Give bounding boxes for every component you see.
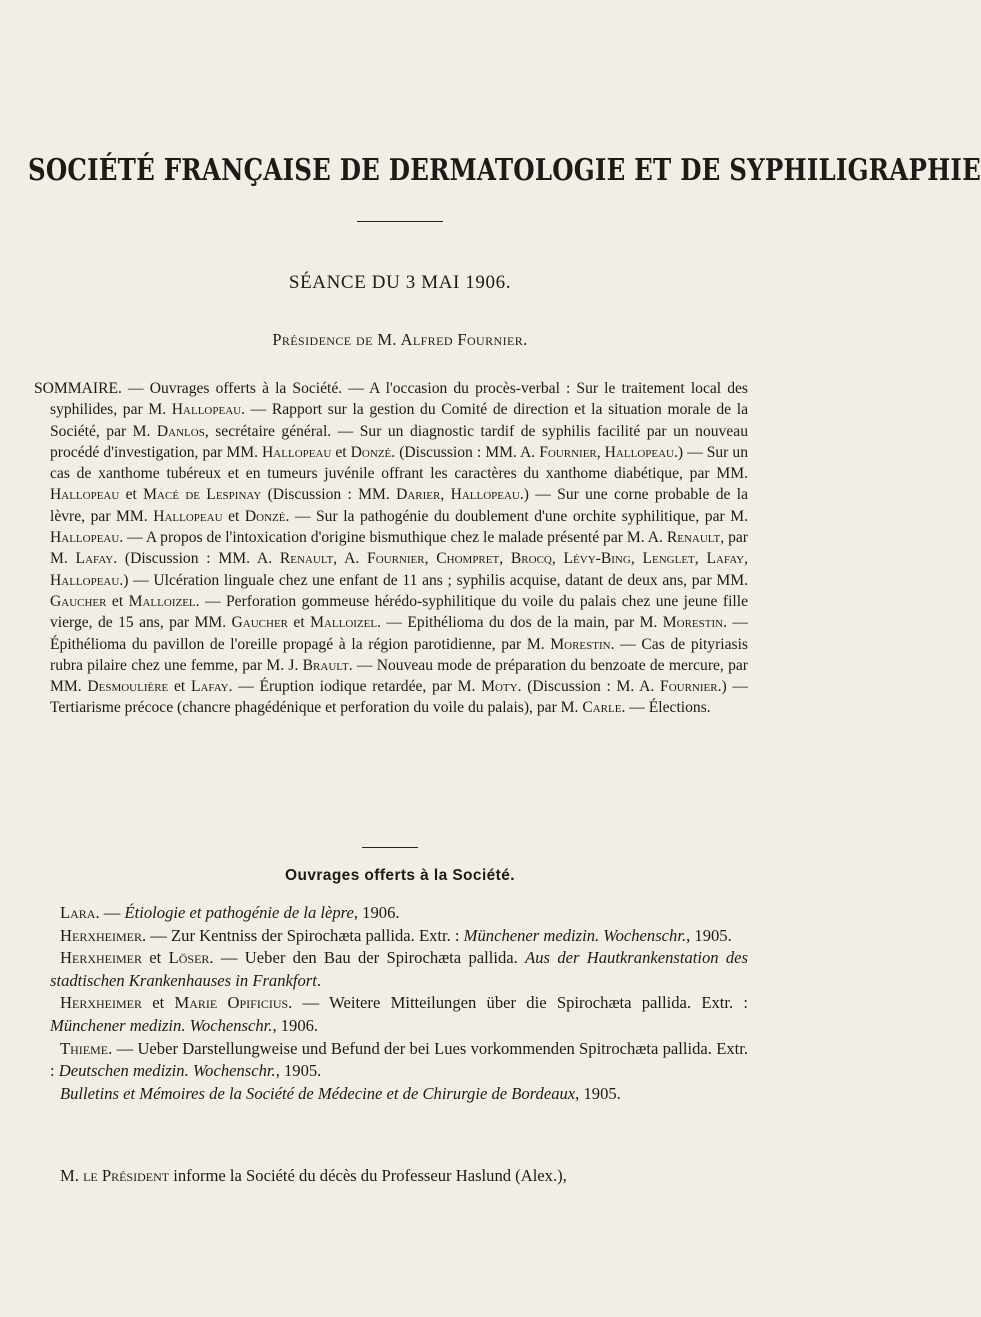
author-name: Macé de Lespinay bbox=[143, 486, 262, 504]
work-title: Aus der Hautkrankenstation des stadtischen Krankenhauses in Frankfort bbox=[50, 948, 749, 990]
work-author: Marie Opificius bbox=[174, 993, 289, 1013]
author-name: Morestin bbox=[550, 635, 611, 653]
work-entry bbox=[50, 947, 748, 992]
author-name: Lafay bbox=[75, 550, 114, 568]
author-name: Lafay bbox=[706, 550, 745, 568]
summary-text: .) — Sur une corne probable de la lèvre, par MM. bbox=[50, 486, 748, 525]
work-text: , 1905. bbox=[686, 925, 732, 945]
work-author: Herxheimer bbox=[60, 993, 142, 1013]
summary-text: , bbox=[424, 550, 437, 568]
summary-text: . — Epithélioma du dos de la main, par M. bbox=[377, 614, 663, 632]
summary-text: et bbox=[288, 614, 311, 632]
summary-text: .) — Ulcération linguale chez une enfant de 11 ans ; syphilis acquise, datant de deux ans, par MM. bbox=[119, 571, 748, 589]
work-title: Münchener medizin. Wochenschr. bbox=[50, 1015, 273, 1035]
author-name: Darier bbox=[396, 486, 441, 504]
author-name: Lenglet bbox=[642, 550, 695, 568]
summary-text: . — A propos de l'intoxication d'origine bismuthique chez le malade présenté par M. A. bbox=[119, 529, 667, 547]
summary-text: — Ouvrages offerts à la Société. — A l'occasion du procès-verbal : Sur le traitement local des syphilides, par M. bbox=[50, 380, 748, 419]
summary-text: (Discussion : MM. bbox=[261, 486, 397, 504]
author-name: Carle bbox=[582, 699, 622, 717]
announcement-text: informe la Société du décès du Professeur Haslund (Alex.), bbox=[169, 1166, 567, 1185]
summary-text: , bbox=[499, 550, 511, 568]
author-name: Desmoulière bbox=[87, 678, 169, 696]
summary-text: , bbox=[694, 550, 707, 568]
author-name: Hallopeau bbox=[450, 486, 520, 504]
summary-text: , bbox=[744, 550, 749, 568]
summary-text: , secrétaire général. — Sur un diagnostic tardif de syphilis facilité par un nouveau procédé d'investigation, par MM. bbox=[50, 422, 748, 461]
summary-text: . (Discussion : MM. A. bbox=[391, 443, 540, 461]
work-entry bbox=[50, 1038, 748, 1083]
work-text: , 1906. bbox=[272, 1015, 319, 1035]
summary-text: . (Discussion : M. A. bbox=[517, 678, 661, 696]
work-title: Münchener medizin. Wochenschr. bbox=[463, 925, 687, 945]
summary-text: .) — Tertiarisme précoce (chancre phagédénique et perforation du voile du palais), par M. bbox=[50, 678, 748, 717]
author-name: Lafay bbox=[190, 678, 229, 696]
summary-text: et bbox=[222, 507, 245, 525]
author-name: Hallopeau bbox=[50, 571, 120, 589]
work-text: et bbox=[141, 948, 169, 968]
author-name: Donzé bbox=[350, 443, 392, 461]
announcement-prefix: M. bbox=[60, 1166, 84, 1185]
offered-works-list bbox=[50, 902, 748, 1105]
author-name: Hallopeau bbox=[153, 507, 223, 525]
work-author: Herxheimer bbox=[60, 948, 142, 968]
work-text: . — Ueber Darstellungweise und Befund der bei Lues vorkommenden Spitrochæta pallida. Extr. : bbox=[50, 1038, 748, 1081]
work-text: . — bbox=[95, 903, 125, 922]
author-name: Malloizel bbox=[310, 614, 378, 632]
work-title: Bulletins et Mémoires de la Société de Médecine et de Chirurgie de Bordeaux bbox=[60, 1083, 576, 1103]
author-name: Morestin bbox=[662, 614, 724, 632]
work-entry bbox=[50, 925, 748, 948]
summary-text: , bbox=[440, 486, 451, 504]
work-text: . bbox=[316, 970, 322, 990]
president-name: Alfred Fournier bbox=[400, 330, 524, 349]
presidency-line bbox=[0, 330, 800, 350]
summary-text: . — Nouveau mode de préparation du benzoate de mercure, par MM. bbox=[50, 656, 748, 696]
work-text: et bbox=[141, 993, 175, 1013]
author-name: Brocq bbox=[510, 550, 552, 568]
work-text: . — Weitere Mitteilungen über die Spirochæta pallida. Extr. : bbox=[288, 993, 749, 1013]
summary-text: . — Élections. bbox=[621, 699, 711, 717]
author-name: Malloizel bbox=[128, 592, 196, 610]
summary-text: , bbox=[551, 550, 564, 568]
summary-text: . (Discussion : MM. A. bbox=[113, 550, 280, 568]
author-name: Moty bbox=[481, 678, 518, 696]
section-heading: Ouvrages offerts à la Société. bbox=[285, 867, 515, 884]
work-text: , 1905. bbox=[275, 1061, 322, 1081]
summary-text: , bbox=[630, 550, 643, 568]
summary-text: et bbox=[119, 486, 144, 504]
author-name: Brault bbox=[302, 656, 349, 674]
section-divider bbox=[362, 847, 418, 848]
summary-text: . — Sur la pathogénie du doublement d'une orchite syphilitique, par M. bbox=[285, 507, 748, 525]
summary-text: , bbox=[596, 443, 605, 461]
author-name: Danlos bbox=[156, 422, 205, 440]
society-masthead: SOCIÉTÉ FRANÇAISE DE DERMATOLOGIE ET DE SYPHILIGRAPHIE bbox=[28, 152, 981, 188]
summary-text: , par M. bbox=[50, 529, 748, 568]
work-entry bbox=[50, 1083, 748, 1106]
session-title: SÉANCE DU 3 MAI 1906. bbox=[288, 272, 512, 293]
summary-text: . — Épithélioma du pavillon de l'oreille propagé à la région parotidienne, par M. bbox=[50, 614, 748, 653]
work-entry bbox=[50, 902, 748, 925]
author-name: Hallopeau bbox=[262, 443, 332, 461]
summary-text: et bbox=[106, 592, 129, 610]
work-text: . — Ueber den Bau der Spirochæta pallida. bbox=[209, 948, 526, 968]
work-author: Löser bbox=[168, 948, 210, 968]
author-name: Fournier bbox=[660, 678, 718, 696]
presidency-label: Présidence de M. bbox=[272, 330, 401, 349]
work-title: Deutschen medizin. Wochenschr. bbox=[58, 1061, 276, 1081]
summary-text: . — Éruption iodique retardée, par M. bbox=[228, 678, 482, 696]
session-summary bbox=[34, 378, 749, 719]
work-author: Thieme bbox=[60, 1038, 109, 1058]
summary-text: . — Perforation gommeuse hérédo-syphilitique du voile du palais chez une jeune fille vierge, de 15 ans, par MM. bbox=[50, 592, 748, 632]
summary-text: .) — Sur un cas de xanthome tubéreux et en tumeurs juvénile offrant les caractères du xanthome diabétique, par MM. bbox=[50, 443, 748, 483]
work-text: , 1906. bbox=[353, 903, 400, 922]
author-name: Donzé bbox=[244, 507, 286, 525]
work-entry bbox=[50, 992, 748, 1037]
author-name: Hallopeau bbox=[50, 486, 120, 504]
author-name: Renault bbox=[666, 529, 721, 547]
presidency-end: . bbox=[523, 330, 528, 349]
work-text: , 1905. bbox=[575, 1083, 621, 1103]
summary-text: . — Rapport sur la gestion du Comité de direction et la situation morale de la Société, par M. bbox=[50, 401, 748, 440]
work-text: . — Zur Kentniss der Spirochæta pallida. Extr. : bbox=[141, 925, 464, 945]
president-announcement bbox=[50, 1165, 748, 1187]
work-author: Lara bbox=[60, 903, 96, 922]
author-name: Fournier bbox=[367, 550, 425, 568]
announcement-title: le Président bbox=[83, 1166, 170, 1185]
author-name: Renault bbox=[279, 550, 334, 568]
author-name: Hallopeau bbox=[604, 443, 674, 461]
author-name: Hallopeau bbox=[171, 401, 242, 419]
author-name: Lévy-Bing bbox=[563, 550, 631, 568]
author-name: Chompret bbox=[436, 550, 500, 568]
author-name: Hallopeau bbox=[50, 529, 120, 547]
summary-lead: SOMMAIRE. bbox=[34, 380, 122, 397]
summary-text: . — Cas de pityriasis rubra pilaire chez une femme, par M. J. bbox=[50, 635, 748, 674]
summary-text: et bbox=[168, 678, 191, 696]
author-name: Gaucher bbox=[50, 592, 107, 610]
masthead-divider bbox=[357, 221, 443, 222]
work-title: Étiologie et pathogénie de la lèpre bbox=[124, 903, 354, 922]
author-name: Gaucher bbox=[231, 614, 289, 632]
summary-text: , A. bbox=[333, 550, 368, 568]
work-author: Herxheimer bbox=[60, 925, 142, 945]
author-name: Fournier bbox=[539, 443, 597, 461]
summary-text: et bbox=[331, 443, 351, 461]
